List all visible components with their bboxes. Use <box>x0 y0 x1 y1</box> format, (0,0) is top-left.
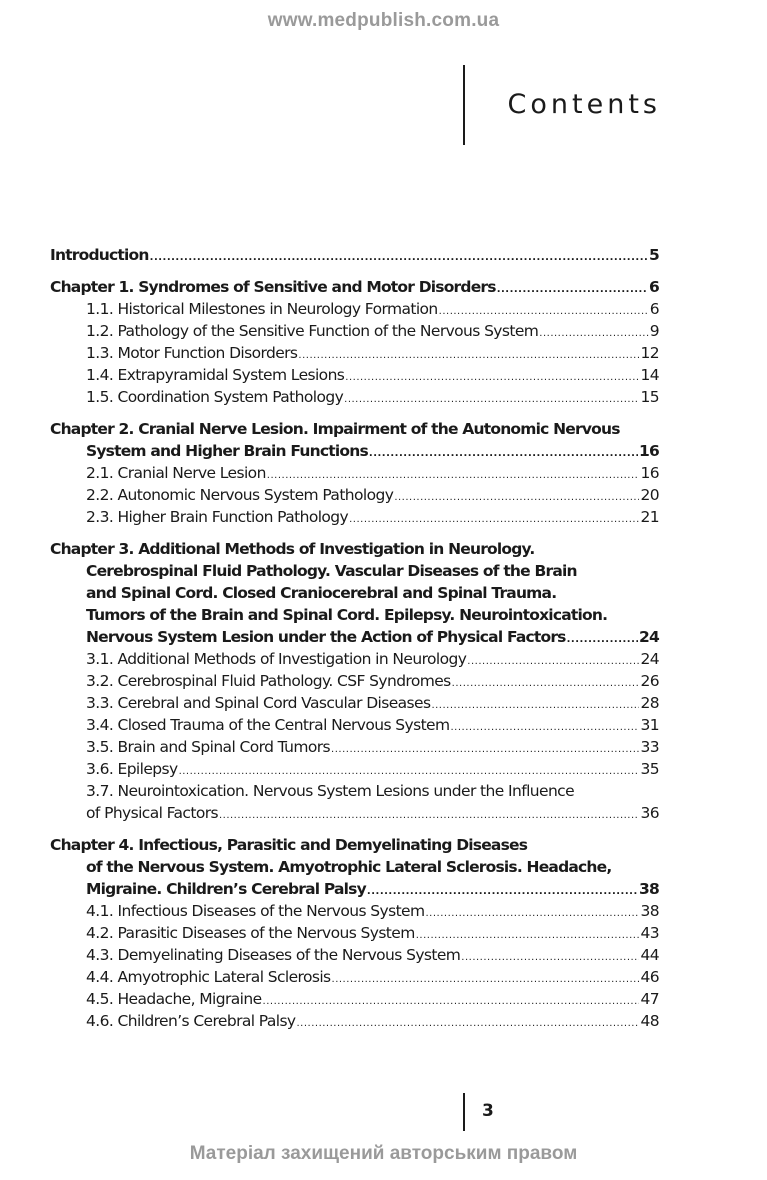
chapter-entry-label: Migraine. Children’s Cerebral Palsy <box>86 880 366 898</box>
section-entry[interactable] <box>50 988 659 1010</box>
dot-leader <box>467 651 639 673</box>
chapter-entry[interactable] <box>50 878 659 900</box>
section-entry-page: 31 <box>640 716 659 734</box>
toc-chapter <box>50 538 659 824</box>
section-entry-label: 4.4. Amyotrophic Lateral Sclerosis <box>86 968 331 986</box>
watermark-top: www.medpublish.com.ua <box>267 10 500 31</box>
section-entry[interactable] <box>50 506 659 528</box>
chapter-entry-label: Nervous System Lesion under the Action of Physical Factors <box>86 628 566 646</box>
chapter-entry-label: System and Higher Brain Functions <box>86 442 368 460</box>
section-entry[interactable] <box>50 320 659 342</box>
toc-chapter <box>50 244 659 266</box>
section-entry-label: 4.2. Parasitic Diseases of the Nervous System <box>86 924 415 942</box>
footer-divider <box>463 1093 465 1131</box>
table-of-contents <box>50 244 659 1042</box>
chapter-heading-line: Tumors of the Brain and Spinal Cord. Epilepsy. Neurointoxication. <box>86 606 608 624</box>
dot-leader <box>452 673 640 695</box>
chapter-entry[interactable] <box>50 276 659 298</box>
section-entry-label: 1.5. Coordination System Pathology <box>86 388 344 406</box>
section-entry-label: 3.4. Closed Trauma of the Central Nervous System <box>86 716 450 734</box>
section-entry-label: 3.5. Brain and Spinal Cord Tumors <box>86 738 331 756</box>
section-entry-label: 2.2. Autonomic Nervous System Pathology <box>86 486 394 504</box>
section-entry[interactable] <box>50 966 659 988</box>
chapter-entry-page: 38 <box>639 880 659 898</box>
section-entry[interactable] <box>50 342 659 364</box>
section-entry-page: 38 <box>640 902 659 920</box>
page-number: 3 <box>482 1101 494 1121</box>
dot-leader <box>349 509 639 531</box>
chapter-heading-line: Chapter 4. Infectious, Parasitic and Demyelinating Diseases <box>50 836 528 854</box>
dot-leader <box>394 487 639 509</box>
section-entry-label: 2.1. Cranial Nerve Lesion <box>86 464 266 482</box>
section-entry[interactable] <box>50 1010 659 1032</box>
dot-leader <box>450 717 639 739</box>
watermark-bottom: Матеріал захищений авторським правом <box>189 1143 578 1164</box>
section-entry-label: 2.3. Higher Brain Function Pathology <box>86 508 349 526</box>
chapter-entry[interactable] <box>50 626 659 648</box>
dot-leader <box>219 805 640 827</box>
section-entry[interactable] <box>50 802 659 824</box>
section-entry[interactable] <box>50 944 659 966</box>
section-entry-label: 4.1. Infectious Diseases of the Nervous System <box>86 902 425 920</box>
section-entry-page: 26 <box>640 672 659 690</box>
dot-leader <box>431 695 639 717</box>
chapter-heading-line: and Spinal Cord. Closed Craniocerebral and Spinal Trauma. <box>86 584 557 602</box>
dot-leader <box>298 345 639 367</box>
title-divider <box>463 65 465 145</box>
section-entry-page: 47 <box>640 990 659 1008</box>
section-entry-line[interactable]: 3.7. Neurointoxication. Nervous System Lesions under the Influence <box>86 782 575 800</box>
dot-leader <box>426 903 640 925</box>
section-entry-label: 4.5. Headache, Migraine <box>86 990 262 1008</box>
chapter-entry[interactable] <box>50 440 659 462</box>
dot-leader <box>497 279 648 301</box>
section-entry-label: 4.3. Demyelinating Diseases of the Nervous System <box>86 946 461 964</box>
chapter-entry[interactable] <box>50 244 659 266</box>
section-entry-page: 24 <box>640 650 659 668</box>
dot-leader <box>150 247 648 269</box>
section-entry-page: 36 <box>640 804 659 822</box>
section-entry-label: 3.2. Cerebrospinal Fluid Pathology. CSF Syndromes <box>86 672 451 690</box>
section-entry[interactable] <box>50 900 659 922</box>
section-entry[interactable] <box>50 758 659 780</box>
chapter-entry-page: 5 <box>649 246 659 264</box>
section-entry-label: 4.6. Children’s Cerebral Palsy <box>86 1012 296 1030</box>
section-entry-page: 35 <box>640 760 659 778</box>
section-entry-page: 9 <box>649 322 659 340</box>
section-entry-label: 3.6. Epilepsy <box>86 760 178 778</box>
section-entry-label: 1.4. Extrapyramidal System Lesions <box>86 366 345 384</box>
dot-leader <box>332 969 640 991</box>
dot-leader <box>539 323 648 345</box>
chapter-heading-line: Chapter 3. Additional Methods of Investigation in Neurology. <box>50 540 535 558</box>
section-entry-page: 43 <box>640 924 659 942</box>
section-entry[interactable] <box>50 922 659 944</box>
section-entry[interactable] <box>50 484 659 506</box>
toc-chapter <box>50 418 659 528</box>
dot-leader <box>345 367 639 389</box>
dot-leader <box>344 389 639 411</box>
chapter-entry-label: Chapter 1. Syndromes of Sensitive and Motor Disorders <box>50 278 496 296</box>
section-entry-page: 20 <box>640 486 659 504</box>
chapter-entry-label: Introduction <box>50 246 149 264</box>
section-entry-page: 16 <box>640 464 659 482</box>
dot-leader <box>331 739 639 761</box>
section-entry-label: 1.2. Pathology of the Sensitive Function of the Nervous System <box>86 322 539 340</box>
section-entry[interactable] <box>50 736 659 758</box>
chapter-entry-page: 16 <box>639 442 659 460</box>
section-entry-page: 6 <box>649 300 659 318</box>
dot-leader <box>297 1013 640 1035</box>
chapter-heading-line: of the Nervous System. Amyotrophic Lateral Sclerosis. Headache, <box>86 858 612 876</box>
section-entry-page: 12 <box>640 344 659 362</box>
section-entry-page: 14 <box>640 366 659 384</box>
section-entry[interactable] <box>50 714 659 736</box>
section-entry-label: of Physical Factors <box>86 804 218 822</box>
dot-leader <box>263 991 640 1013</box>
section-entry-page: 44 <box>640 946 659 964</box>
toc-chapter <box>50 834 659 1032</box>
section-entry-page: 21 <box>640 508 659 526</box>
section-entry-label: 1.3. Motor Function Disorders <box>86 344 298 362</box>
section-entry-label: 3.1. Additional Methods of Investigation in Neurology <box>86 650 467 668</box>
toc-chapter <box>50 276 659 408</box>
section-entry-page: 48 <box>640 1012 659 1030</box>
dot-leader <box>461 947 639 969</box>
section-entry[interactable] <box>50 692 659 714</box>
section-entry[interactable] <box>50 462 659 484</box>
dot-leader <box>369 443 638 465</box>
section-entry-page: 33 <box>640 738 659 756</box>
section-entry-page: 46 <box>640 968 659 986</box>
section-entry[interactable] <box>50 364 659 386</box>
section-entry-label: 3.3. Cerebral and Spinal Cord Vascular Diseases <box>86 694 431 712</box>
section-entry[interactable] <box>50 648 659 670</box>
section-entry-label: 1.1. Historical Milestones in Neurology Formation <box>86 300 438 318</box>
chapter-heading-line: Cerebrospinal Fluid Pathology. Vascular Diseases of the Brain <box>86 562 577 580</box>
chapter-entry-page: 24 <box>639 628 659 646</box>
section-entry[interactable] <box>50 386 659 408</box>
chapter-entry-page: 6 <box>649 278 659 296</box>
chapter-heading-line: Chapter 2. Cranial Nerve Lesion. Impairment of the Autonomic Nervous <box>50 420 620 438</box>
section-entry-page: 15 <box>640 388 659 406</box>
dot-leader <box>567 629 638 651</box>
page-title: Contents <box>507 89 661 120</box>
section-entry-page: 28 <box>640 694 659 712</box>
section-entry[interactable] <box>50 670 659 692</box>
section-entry[interactable] <box>50 298 659 320</box>
